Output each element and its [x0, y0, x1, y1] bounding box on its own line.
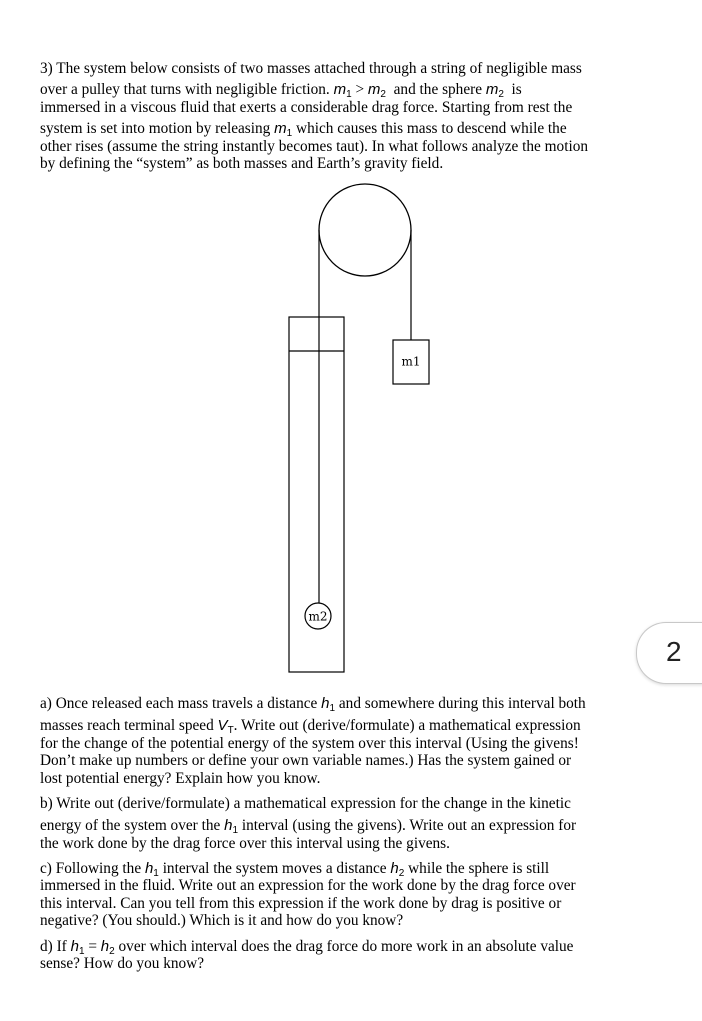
problem-line: over a pulley that turns with negligible friction. $m_1 > m_2$ and the sphere $m_2$ is	[40, 81, 522, 101]
part-a-line: Don’t make up numbers or define your own variable names.) Has the system gained or	[40, 752, 572, 770]
part-c-line: immersed in the fluid. Write out an expression for the work done by the drag force over	[40, 877, 576, 895]
part-d-line: d) If $h_1 = h_2$ over which interval does the drag force do more work in an absolute value	[40, 938, 574, 957]
part-a-line: for the change of the potential energy of the system over this interval (Using the givens!	[40, 734, 579, 752]
part-d-line: sense? How do you know?	[40, 955, 204, 973]
part-d	[40, 938, 680, 973]
part-c-line: negative? (You should.) Which is it and how do you know?	[40, 912, 404, 930]
part-a	[40, 695, 680, 787]
pulley-wheel	[319, 184, 411, 276]
part-b-line: energy of the system over the $h_1$ interval (using the givens). Write out an expression for	[40, 817, 577, 837]
problem-line: system is set into motion by releasing $m_1$ which causes this mass to descend while the	[40, 120, 567, 140]
part-b-line: the work done by the drag force over this interval using the givens.	[40, 834, 450, 852]
part-a-line: masses reach terminal speed $V_T$. Write out (derive/formulate) a mathematical expression	[40, 717, 581, 737]
mass1-label: m1	[401, 354, 421, 369]
problem-line: other rises (assume the string instantly becomes taut). In what follows analyze the motion	[40, 137, 589, 155]
mass2-symbol: $m_2$	[367, 81, 386, 101]
problem-line: 3) The system below consists of two masses attached through a string of negligible mass	[40, 60, 582, 77]
part-b	[40, 795, 680, 852]
problem-line: immersed in a viscous fluid that exerts a considerable drag force. Starting from rest the	[40, 98, 573, 116]
part-c-line: this interval. Can you tell from this expression if the work done by drag is positive or	[40, 894, 562, 912]
part-a-line: a) Once released each mass travels a distance $h_1$ and somewhere during this interval both	[40, 695, 586, 714]
problem-line: by defining the “system” as both masses and Earth’s gravity field.	[40, 155, 444, 173]
part-b-line: b) Write out (derive/formulate) a mathematical expression for the change in the kinetic	[40, 795, 571, 812]
part-a-line: lost potential energy? Explain how you know.	[40, 769, 321, 787]
page-number-tab[interactable]	[636, 622, 702, 684]
mass1-symbol: $m_1$	[274, 120, 293, 140]
part-c	[40, 860, 680, 930]
mass2-label: m2	[308, 609, 328, 624]
page-number: 2	[666, 636, 682, 667]
mass2-symbol: $m_2$	[485, 81, 504, 101]
mass1-symbol: $m_1$	[333, 81, 352, 101]
part-c-line: c) Following the $h_1$ interval the system moves a distance $h_2$ while the sphere is still	[40, 860, 550, 879]
